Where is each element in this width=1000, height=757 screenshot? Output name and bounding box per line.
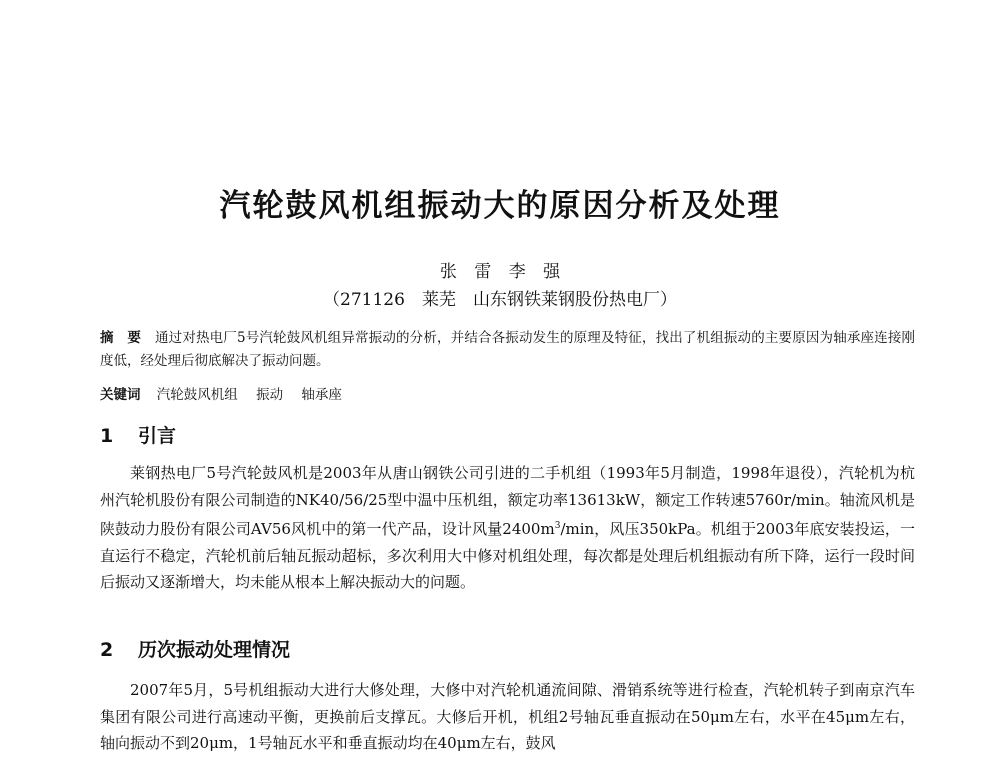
keyword: 汽轮鼓风机组 bbox=[156, 387, 238, 403]
abstract-label: 摘 要 bbox=[100, 330, 141, 346]
section-number: 2 bbox=[100, 639, 114, 661]
section-title: 历次振动处理情况 bbox=[138, 639, 291, 661]
section-heading-history bbox=[100, 635, 290, 662]
paper-authors: 张 雷 李 强 bbox=[439, 262, 561, 282]
abstract-text: 通过对热电厂5号汽轮鼓风机组异常振动的分析，并结合各振动发生的原理及特征，找出了机组振动的主要原因为轴承座连接刚度低，经处理后彻底解决了振动问题。 bbox=[100, 330, 916, 369]
paragraph-text: /min，风压350kPa。机组于2003年底安装投运，一直运行不稳定，汽轮机前后轴瓦振动超标，多次利用大中修对机组处理，每次都是处理后机组振动有所下降，运行一段时间后振动又逐渐增大，均未能从根本上解决振动大的问题。 bbox=[100, 520, 915, 591]
abstract bbox=[100, 327, 915, 373]
keywords-label: 关键词 bbox=[100, 387, 141, 403]
section-title: 引言 bbox=[138, 425, 177, 447]
keyword: 振动 bbox=[256, 387, 284, 403]
paper-title: 汽轮鼓风机组振动大的原因分析及处理 bbox=[219, 188, 781, 224]
section-paragraph: 2007年5月，5号机组振动大进行大修处理，大修中对汽轮机通流间隙、滑销系统等进行检查，汽轮机转子到南京汽车集团有限公司进行高速动平衡，更换前后支撑瓦。大修后开机，机组2号轴瓦垂直振动在50μm左右，水平在45μm左右，轴向振动不到20μm，1号轴瓦水平和垂直振动均在40μm左右，鼓风 bbox=[100, 681, 915, 752]
paragraph-text: 莱钢热电厂5号汽轮鼓风机是2003年从唐山钢铁公司引进的二手机组（1993年5月制造，1998年退役），汽轮机为杭州汽轮机股份有限公司制造的NK40/56/25型中温中压机组，额定功率13613kW，额定工作转速5760r/min。轴流风机是陕鼓动力股份有限公司AV56风机中的第一代产品，设计风量2400m bbox=[100, 464, 915, 538]
section-heading-introduction bbox=[100, 421, 176, 448]
section-paragraph bbox=[100, 460, 915, 596]
section-number: 1 bbox=[100, 425, 114, 447]
keywords bbox=[100, 383, 356, 403]
superscript: 3 bbox=[554, 521, 561, 531]
keyword: 轴承座 bbox=[301, 387, 342, 403]
paper-affiliation: （271126 莱芜 山东钢铁莱钢股份热电厂） bbox=[323, 290, 677, 310]
